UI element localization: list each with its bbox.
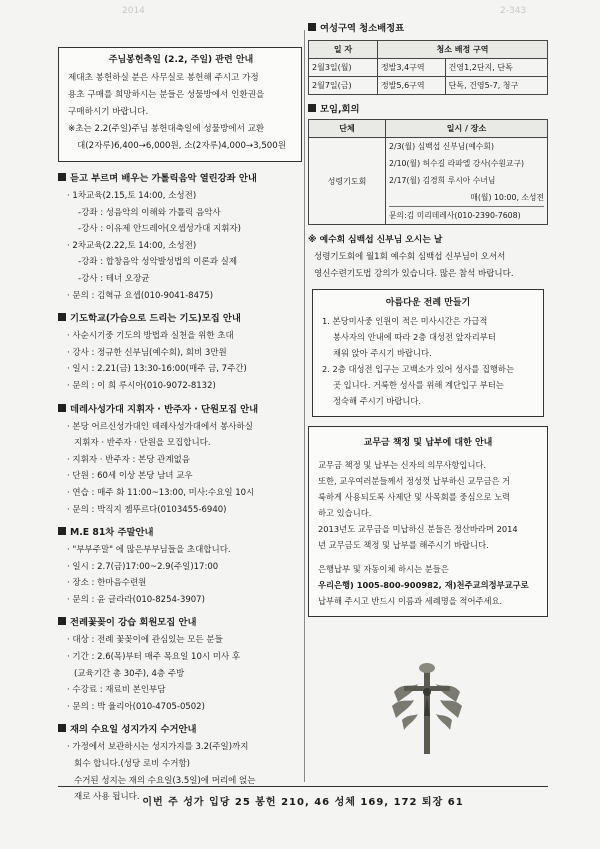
section-line: · 장소 : 한마음수련원 bbox=[67, 578, 147, 589]
table-header: 청소 배정 구역 bbox=[378, 41, 548, 59]
meeting-schedule bbox=[308, 101, 548, 225]
meeting-line: 문의:김 미리데레사(010-2390-7608) bbox=[389, 206, 544, 224]
section-line: · 문의 : 박 율리아(010-4705-0502) bbox=[67, 701, 205, 712]
section-line: · "부부주말" 에 많은부부님들을 초대합니다. bbox=[67, 545, 231, 556]
square-bullet-icon bbox=[308, 23, 316, 31]
table-header-row bbox=[309, 120, 548, 138]
offering-notice-title: 주님봉헌축일 (2.2, 주일) 관련 안내 bbox=[108, 55, 254, 65]
offering-notice-box bbox=[58, 47, 302, 162]
obligation-line: 우리은행) 1005-800-900982, 재)천주교의정부교구로 bbox=[318, 580, 529, 591]
table-row bbox=[309, 138, 548, 225]
obligation-line: 교무금 책정 및 납부는 신자의 의무사항입니다. bbox=[318, 460, 487, 471]
liturgy-line: 1. 본당미사중 인원이 적은 미사시간은 가급적 bbox=[322, 316, 488, 327]
square-bullet-icon bbox=[308, 104, 316, 112]
section-title: 전례꽃꽂이 강습 회원모집 안내 bbox=[58, 614, 302, 632]
square-bullet-icon bbox=[58, 173, 66, 181]
section-teresa-choir bbox=[58, 401, 302, 519]
section-line: · 강사 : 정규한 신부님(예수회), 회비 3만원 bbox=[67, 347, 227, 358]
section-line: -강좌 : 성음악의 이해와 가톨릭 음악사 bbox=[78, 207, 221, 218]
table-cell: 정발5,6구역 bbox=[378, 77, 446, 95]
section-line: · 1차교육(2.15,토 14:00, 소성전) bbox=[67, 191, 197, 201]
section-line: · 단원 : 60세 이상 본당 남녀 교우 bbox=[67, 471, 193, 482]
section-title: M.E 81차 주말안내 bbox=[58, 524, 302, 542]
obligation-line: 년 교무금도 책정 및 납부를 해주시기 바랍니다. bbox=[318, 540, 489, 551]
section-line: · 문의 : 윤 글라라(010-8254-3907) bbox=[67, 594, 205, 605]
square-bullet-icon bbox=[58, 617, 66, 625]
table-cell: 건영1,2단지, 단독 bbox=[445, 59, 547, 77]
obligation-line: 은행납부 및 자동이체 하시는 분들은 bbox=[318, 564, 449, 575]
obligation-spacer bbox=[318, 553, 538, 561]
header-ghost-year: 2014 bbox=[122, 6, 145, 16]
section-line: · 가정에서 보관하시는 성지가지를 3.2(주일)까지 bbox=[67, 742, 249, 753]
meeting-line: 2/17(월) 김경희 루시아 수녀님 bbox=[389, 176, 496, 185]
section-line: (교육기간 총 30주), 4층 주방 bbox=[74, 668, 185, 679]
section-line: · 문의 : 이 희 루시아(010-9072-8132) bbox=[67, 380, 216, 391]
square-bullet-icon bbox=[58, 404, 66, 412]
section-line: · 연습 : 매주 화 11:00~13:00, 미사:수요일 10시 bbox=[67, 487, 255, 498]
table-cell bbox=[386, 138, 548, 225]
obligation-line: 룩하게 사용되도록 사제단 및 사목회를 중심으로 노력 bbox=[318, 492, 511, 503]
section-line: 지휘자 · 반주자 · 단원을 모집합니다. bbox=[74, 438, 211, 449]
table-row bbox=[309, 59, 548, 77]
section-title: 재의 수요일 성지가지 수거안내 bbox=[58, 721, 302, 739]
priest-visit-notice bbox=[308, 231, 548, 282]
table-cell: 2월7일(금) bbox=[309, 77, 378, 95]
obligation-line: 하고 있습니다. bbox=[318, 508, 372, 519]
obligation-box bbox=[308, 426, 548, 617]
section-line: · 본당 어르신성가대인 데레사성가대에서 봉사하실 bbox=[67, 421, 253, 432]
section-flower-class bbox=[58, 614, 302, 715]
section-title: 기도학교(가슴으로 드리는 기도)모집 안내 bbox=[58, 310, 302, 328]
table-header-row bbox=[309, 41, 548, 59]
table-header: 단체 bbox=[309, 120, 386, 138]
liturgy-line: 정숙해 주시기 바랍니다. bbox=[333, 396, 422, 407]
header-ghost-page: 2-343 bbox=[500, 6, 527, 16]
section-line: · 지휘자 · 반주자 : 본당 관계없음 bbox=[67, 454, 191, 465]
section-line: -강사 : 이유제 안드레아(오셉성가대 지휘자) bbox=[78, 224, 241, 235]
square-bullet-icon bbox=[58, 527, 66, 535]
liturgy-line: 2. 2층 대성전 입구는 고백소가 있어 성사를 집행하는 bbox=[322, 364, 514, 375]
priest-notice-line: 성령기도회에 월1회 예수회 심백섭 신부님이 오셔서 bbox=[314, 252, 506, 262]
offering-notice-line: ※초는 2.2(주일)주님 봉헌대축일에 성물방에서 교환 bbox=[68, 124, 265, 134]
liturgy-title: 아름다운 전례 만들기 bbox=[385, 298, 471, 309]
section-line: · 사순시기중 기도의 방법과 실천을 위한 초대 bbox=[67, 331, 234, 342]
section-line: · 문의 : 박직지 젬뚜르다(0103455-6940) bbox=[67, 504, 227, 515]
section-line: · 2차교육(2.22,토 14:00, 소성전) bbox=[67, 240, 197, 251]
table-cell: 정발3,4구역 bbox=[378, 59, 446, 77]
obligation-line: 또한, 교우여러분들께서 정성껏 납부하신 교무금은 거 bbox=[318, 476, 511, 487]
section-line: · 일시 : 2.21(금) 13:30-16:00(매주 금, 7주간) bbox=[67, 364, 247, 375]
table-row bbox=[309, 77, 548, 95]
square-bullet-icon bbox=[58, 724, 66, 732]
section-line: 회수 합니다.(성당 로비 수거함) bbox=[74, 759, 190, 770]
priest-notice-line: 영신수련기도법 강의가 있습니다. 많은 참석 바랍니다. bbox=[314, 268, 514, 279]
section-line: · 문의 : 김혁규 요셉(010-9041-8475) bbox=[67, 290, 214, 301]
right-column bbox=[308, 20, 548, 617]
offering-notice-line: 구매하시기 바랍니다. bbox=[68, 107, 149, 117]
meeting-table bbox=[308, 119, 548, 225]
section-line: 수거된 성지는 재의 수요일(3.5일)에 머리에 얹는 bbox=[74, 775, 256, 786]
section-music-lecture bbox=[58, 170, 302, 304]
obligation-line: 2013년도 교무금을 미납하신 분들은 정산바라며 2014 bbox=[318, 524, 518, 535]
offering-notice-line: 제대초 봉헌하실 분은 사무실로 봉헌해 주시고 가정 bbox=[68, 73, 259, 83]
liturgy-box bbox=[312, 289, 544, 417]
section-title: 데레사성가대 지휘자 · 반주자 · 단원모집 안내 bbox=[58, 401, 302, 419]
section-line: · 대상 : 전례 꽃꽂이에 관심있는 모든 분들 bbox=[67, 635, 223, 646]
liturgy-line: 채워 앉아 주시기 바랍니다. bbox=[333, 348, 432, 359]
table-header: 일 자 bbox=[309, 41, 378, 59]
priest-notice-title: ※ 예수회 심백섭 신부님 오시는 날 bbox=[308, 235, 443, 245]
crucifix-illustration bbox=[388, 662, 466, 754]
obligation-line: 납부해 주시고 반드시 이름과 세례명을 적어주세요. bbox=[318, 596, 503, 607]
offering-notice-line: 용초 구매를 희망하시는 분들은 성물방에서 인환권을 bbox=[68, 90, 265, 100]
section-title: 듣고 부르며 배우는 가톨릭음악 열린강좌 안내 bbox=[58, 170, 302, 188]
section-line: 재로 사용 됩니다. bbox=[74, 792, 140, 803]
obligation-title: 교무금 책정 및 납부에 대한 안내 bbox=[363, 438, 493, 449]
section-title: 여성구역 청소배정표 bbox=[308, 20, 548, 38]
left-column bbox=[58, 20, 302, 806]
meeting-line: 2/3(월) 심백섭 신부님(예수회) bbox=[389, 142, 494, 151]
section-me-weekend bbox=[58, 524, 302, 608]
section-line: -강사 : 테너 오장균 bbox=[78, 273, 150, 284]
cleaning-schedule bbox=[308, 20, 548, 95]
section-title: 모임,회의 bbox=[308, 101, 548, 119]
square-bullet-icon bbox=[58, 313, 66, 321]
section-line: -강좌 : 합창음악 성악발성법의 이론과 실제 bbox=[78, 257, 238, 268]
offering-notice-line: 대(2자루)6,400→6,000원, 소(2자루)4,000→3,500원 bbox=[77, 141, 287, 151]
table-header: 일시 / 장소 bbox=[386, 120, 548, 138]
liturgy-line: 곳 입니다. 거룩한 성사를 위해 계단입구 부터는 bbox=[333, 380, 504, 391]
section-line: · 수강료 : 재료비 본인부담 bbox=[67, 685, 166, 696]
column-divider bbox=[304, 30, 305, 782]
section-line: · 일시 : 2.7(금)17:00~2.9(주일)17:00 bbox=[67, 561, 219, 572]
section-line: · 기간 : 2.6(목)부터 매주 목요일 10시 미사 후 bbox=[67, 652, 241, 663]
cleaning-table bbox=[308, 40, 548, 95]
liturgy-line: 봉사자의 안내에 따라 2층 대성전 앞자리부터 bbox=[333, 332, 496, 343]
table-cell: 단독, 건영5-7, 청구 bbox=[445, 77, 547, 95]
meeting-line: 매(월) 10:00, 소성전 bbox=[470, 193, 544, 202]
section-prayer-school bbox=[58, 310, 302, 394]
table-cell: 2월3일(월) bbox=[309, 59, 378, 77]
table-cell: 성령기도회 bbox=[309, 138, 386, 225]
hymn-footer: 이번 주 성가 입당 25 봉헌 210, 46 성체 169, 172 퇴장 61 bbox=[58, 786, 548, 808]
meeting-line: 2/10(월) 허수길 라파엘 강사(수원교구) bbox=[389, 159, 525, 168]
